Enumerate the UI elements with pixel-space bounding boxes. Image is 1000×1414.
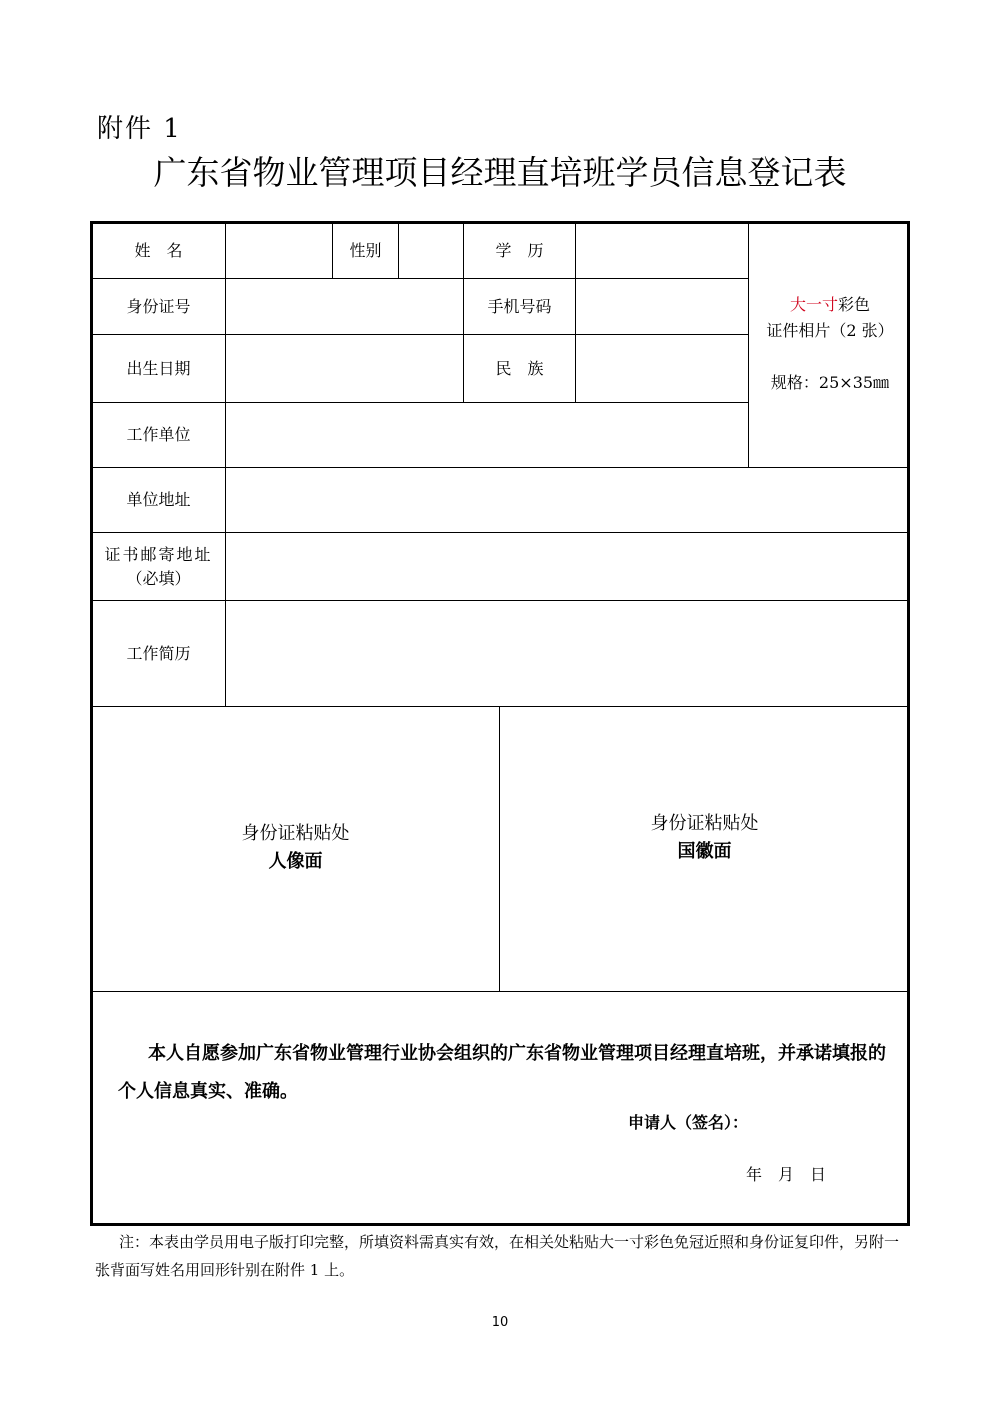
cert-mail-label: [92, 533, 225, 600]
birth-date-label: 出生日期: [126, 358, 191, 378]
photo-spec-text: 规格：25×35㎜: [770, 373, 890, 392]
form-title: 广东省物业管理项目经理直培班学员信息登记表: [153, 153, 847, 192]
name-label: 姓 名: [134, 240, 183, 260]
footnote: 注：本表由学员用电子版打印完整，所填资料需真实有效，在相关处粘贴大一寸彩色免冠近照和身份证复印件，另附一张背面写姓名用回形针别在附件 1 上。: [95, 1233, 900, 1279]
ethnicity-field[interactable]: [576, 335, 748, 402]
mobile-field[interactable]: [576, 279, 748, 334]
id-front-side: 人像面: [268, 851, 323, 872]
photo-count-text: 证件相片（2 张）: [766, 321, 894, 340]
cert-mail-address-field[interactable]: [226, 533, 909, 600]
page-number: 10: [491, 1315, 509, 1330]
ethnicity-label: 民 族: [495, 358, 544, 378]
gender-label: 性别: [349, 240, 382, 260]
employer-label: 工作单位: [126, 425, 191, 444]
name-field[interactable]: [226, 223, 332, 278]
gender-field[interactable]: [399, 223, 463, 278]
cert-mail-address-text: 证书邮寄地址: [104, 544, 213, 564]
attachment-label: 附件 1: [97, 114, 182, 144]
id-back-side: 国徽面: [677, 841, 732, 862]
id-back-paste-area[interactable]: [500, 810, 909, 866]
date-label: 年 月 日: [746, 1165, 827, 1184]
declaration-text: 本人自愿参加广东省物业管理行业协会组织的广东省物业管理项目经理直培班，并承诺填报的个人信息真实、准确。: [118, 1043, 886, 1102]
photo-color-text: 彩色: [838, 295, 871, 314]
row-divider: [91, 991, 909, 992]
work-history-field[interactable]: [226, 601, 909, 706]
employer-address-label: 单位地址: [126, 490, 191, 509]
birth-date-field[interactable]: [226, 335, 463, 402]
photo-placeholder[interactable]: [750, 280, 910, 396]
id-number-field[interactable]: [226, 279, 463, 334]
column-divider: [748, 222, 749, 467]
signature-label: 申请人（签名）：: [628, 1113, 749, 1132]
row-divider: [91, 706, 909, 707]
id-back-caption: 身份证粘贴处: [650, 813, 759, 834]
education-field[interactable]: [576, 223, 748, 278]
id-number-label: 身份证号: [126, 296, 191, 316]
work-history-label: 工作简历: [126, 643, 191, 663]
id-front-caption: 身份证粘贴处: [241, 823, 350, 844]
employer-address-field[interactable]: [226, 468, 909, 532]
mobile-label: 手机号码: [487, 296, 552, 316]
employer-field[interactable]: [226, 403, 748, 467]
cert-mail-required-text: （必填）: [126, 568, 191, 588]
id-front-paste-area[interactable]: [92, 820, 499, 876]
photo-size-text: 大一寸: [789, 295, 838, 314]
education-label: 学 历: [495, 240, 544, 260]
